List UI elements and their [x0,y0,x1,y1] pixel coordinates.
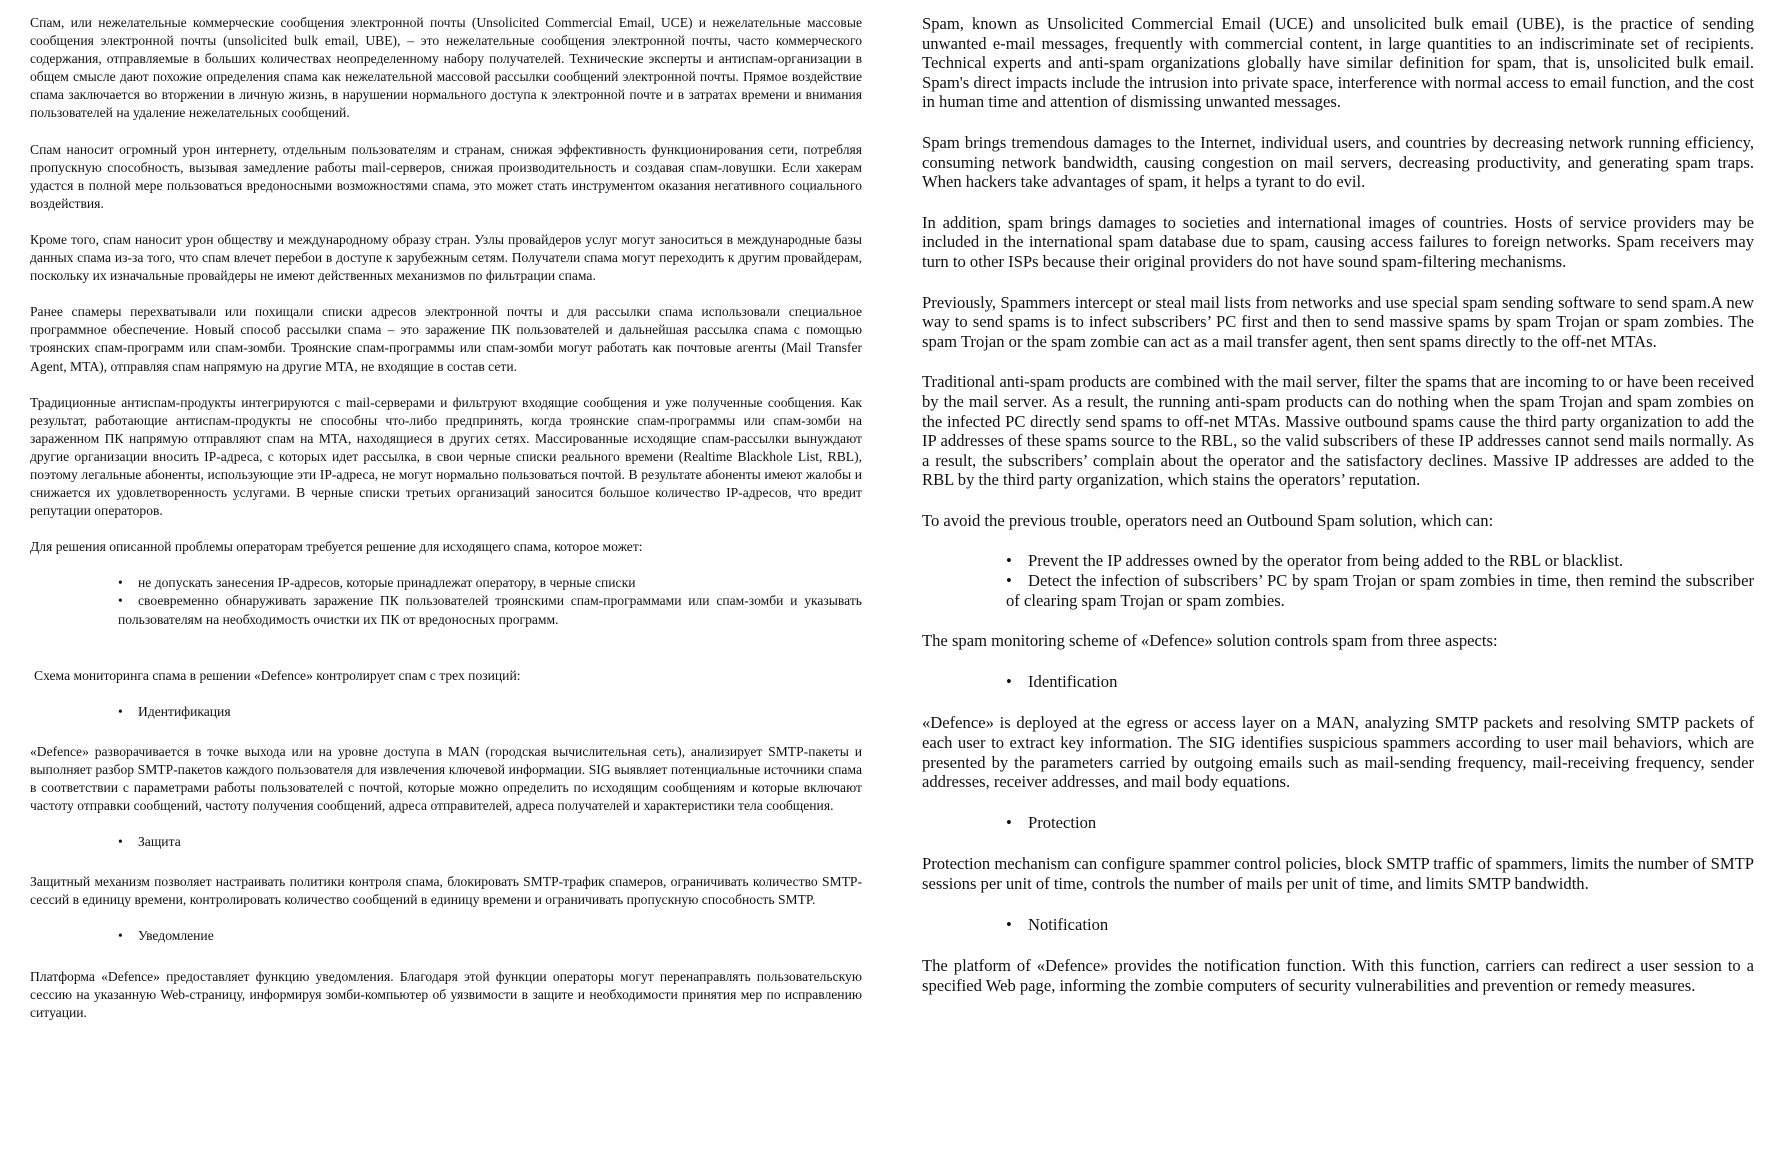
ru-aspect-identification [118,703,862,721]
bullet-icon: • [1006,571,1012,591]
en-paragraph-protection: Protection mechanism can configure spammer control policies, block SMTP traffic of spammers, limits the number of SMTP sessions per unit of time, controls the number of mails per unit of time, and limits SMTP bandwidth. [922,854,1754,893]
ru-solution-list [118,574,862,628]
list-item: • своевременно обнаруживать заражение ПК пользователей троянскими спам-программами или спам-зомби и указывать пользователям на необходимость очистки их ПК от вредоносных программ. [118,593,862,627]
ru-paragraph-notification: Платформа «Defence» предоставляет функцию уведомления. Благодаря этой функции операторы могут перенаправлять пользовательскую сессию на указанную Web-страницу, информируя зомби-компьютер об уязвимости в защите и необходимости принятия мер по исправлению ситуации. [30,968,862,1020]
en-paragraph-notification: The platform of «Defence» provides the notification function. With this function, carriers can redirect a user session to a specified Web page, informing the zombie computers of security vulnerabilities and prevention or remedy measures. [922,956,1754,995]
list-item: • Notification [1006,914,1109,934]
list-item: • Detect the infection of subscribers’ PC by spam Trojan or spam zombies in time, then remind the subscriber of clearing spam Trojan or spam zombies. [1006,571,1754,610]
bullet-icon: • [118,928,123,944]
list-item: • Protection [1006,812,1097,832]
bullet-icon: • [118,703,123,719]
ru-paragraph-previously: Ранее спамеры перехватывали или похищали списки адресов электронной почты и для рассылки спама использовали специальное программное обеспечение. Новый способ рассылки спама – это заражение ПК пользователей и дальнейшая рассылка спама с помощью троянских спам-программ или спам-зомби. Троянские спам-программы или спам-зомби могут работать как почтовые агенты (Mail Transfer Agent, MTA), отправляя спам напрямую на другие MTA, не входящие в состав сети. [30,304,862,374]
list-item: • Идентификация [118,703,862,721]
ru-paragraph-damage: Спам наносит огромный урон интернету, отдельным пользователям и странам, снижая эффективность функционирования сети, потребляя пропускную способность, вызывая замедление работы mail-серверов, снижая производительность и создавая спам-ловушки. Если хакерам удастся в полной мере пользоваться вредоносными возможностями спама, это может стать инструментом оказания негативного социального воздействия. [30,141,862,211]
en-solution-list [1006,551,1754,610]
en-paragraph-scheme: The spam monitoring scheme of «Defence» solution controls spam from three aspects: [922,631,1498,651]
en-paragraph-damage: Spam brings tremendous damages to the Internet, individual users, and countries by decreasing network running efficiency, consuming network bandwidth, causing congestion on mail servers, decreasing productivity, and generating spam traps. When hackers take advantages of spam, it helps a tyrant to do evil. [922,132,1754,192]
en-aspect-identification [1006,672,1754,692]
bullet-icon: • [118,575,123,591]
list-item: • не допускать занесения IP-адресов, которые принадлежат оператору, в черные списки [118,574,862,592]
ru-paragraph-protection: Защитный механизм позволяет настраивать политики контроля спама, блокировать SMTP-трафик спамеров, ограничивать количество SMTP-сессий в единицу времени, контролировать количество сообщений в единицу времени и ограничивать пропускную способность SMTP. [30,874,862,908]
en-paragraph-definition: Spam, known as Unsolicited Commercial Email (UCE) and unsolicited bulk email (UBE), is the practice of sending unwanted e-mail messages, frequently with commercial content, in large quantities to an indiscriminate set of recipients. Technical experts and anti-spam organizations globally have similar definition for spam, that is, unsolicited bulk email. Spam's direct impacts include the intrusion into private space, interference with normal access to email function, and the cost in human time and attention of dismissing unwanted messages. [922,14,1754,112]
en-aspect-protection [1006,813,1754,833]
ru-paragraph-society: Кроме того, спам наносит урон обществу и международному образу стран. Узлы провайдеров услуг могут заноситься в международные базы данных спама из-за того, что спам влечет перебои в доступе к зарубежным сетям. Получатели спама могут переходить к другим провайдерам, поскольку их изначальные провайдеры не имеют действенных механизмов по фильтрации спама. [30,231,862,284]
ru-paragraph-definition: Спам, или нежелательные коммерческие сообщения электронной почты (Unsolicited Commercial Email, UCE) и нежелательные массовые сообщения электронной почты (unsolicited bulk email, UBE), – это нежелательные сообщения электронной почты, часто коммерческого содержания, отправляемые в больших количествах неопределенному набору получателей. Технические эксперты и антиспам-организации в общем смысле дают похожие определения спама как нежелательной массовой рассылки сообщений электронной почты. Прямое воздействие спама заключается во вторжении в личную жизнь, в нарушении нормального доступа к электронной почте и в затратах времени и внимания пользователей на удаление нежелательных сообщений. [30,15,862,121]
english-column [922,14,1754,1016]
list-item: • Identification [1006,671,1118,691]
en-paragraph-society: In addition, spam brings damages to societies and international images of countries. Hosts of service providers may be included in the international spam database due to spam, causing access failures to foreign networks. Spam receivers may turn to other ISPs because their original providers do not have sound spam-filtering mechanisms. [922,212,1754,271]
ru-aspect-notification [118,927,862,945]
ru-aspect-protection [118,833,862,851]
ru-paragraph-solution-intro: Для решения описанной проблемы операторам требуется решение для исходящего спама, которое может: [30,539,643,555]
bullet-icon: • [1006,914,1012,934]
bullet-icon: • [118,593,123,609]
list-item: • Уведомление [118,927,862,945]
bullet-icon: • [1006,812,1012,832]
list-item: • Prevent the IP addresses owned by the operator from being added to the RBL or blacklist. [1006,551,1624,571]
ru-paragraph-identification: «Defence» разворачивается в точке выхода или на уровне доступа в MAN (городская вычислительная сеть), анализирует SMTP-пакеты и выполняет разбор SMTP-пакетов каждого пользователя для извлечения ключевой информации. SIG выявляет потенциальные источники спама в соответствии с параметрами работы пользователей с почтой, которые можно определить по исходящим сообщениям и которые включают частоту отправки сообщений, частоту получения сообщений, адреса отправителей, адреса получателей и характеристики тела сообщения. [30,743,862,814]
en-paragraph-identification: «Defence» is deployed at the egress or access layer on a MAN, analyzing SMTP packets and resolving SMTP packets of each user to extract key information. The SIG identifies suspicious spammers according to user mail behaviors, which are presented by the parameters carried by outgoing emails such as mail-sending frequency, mail-receiving frequency, sender addresses, receiver addresses, and mail body equations. [922,713,1754,792]
bullet-icon: • [1006,671,1012,691]
ru-paragraph-traditional: Традиционные антиспам-продукты интегрируются с mail-серверами и фильтруют входящие сообщения и уже полученные сообщения. Как результат, работающие антиспам-продукты не способны что-либо предпринять, когда троянские спам-программы или спам-зомби на зараженном ПК напрямую отправляют спам на MTA, находящиеся в других сетях. Массированные исходящие спам-рассылки вынуждают другие организации вносить IP-адреса, с которых идет рассылка, в свои черные списки реального времени (Realtime Blackhole List, RBL), поэтому легальные абоненты, использующие эти IP-адреса, не могут нормально пользоваться почтой. В результате абоненты имеют жалобы и снижается их удовлетворенность услугами. В черные списки третьих организаций заносится большое количество IP-адресов, что вредит репутации операторов. [30,394,862,519]
bullet-icon: • [1006,551,1012,571]
list-item: • Защита [118,833,862,851]
ru-paragraph-scheme: Схема мониторинга спама в решении «Defence» контролирует спам с трех позиций: [34,667,521,683]
en-paragraph-previously: Previously, Spammers intercept or steal mail lists from networks and use special spam sending software to send spam.A new way to send spams is to infect subscribers’ PC first and then to send massive spams by spam Trojan or spam zombies. The spam Trojan or the spam zombie can act as a mail transfer agent, then sent spams directly to the off-net MTAs. [922,292,1754,351]
en-paragraph-traditional: Traditional anti-spam products are combined with the mail server, filter the spams that are incoming to or have been received by the mail server. As a result, the running anti-spam products can do nothing when the spam Trojan and spam zombies on the infected PC directly send spams to off-net MTAs. Massive outbound spams cause the third party organization to add the IP addresses of these spams source to the RBL, so the valid subscribers of these IP addresses cannot send mails normally. As a result, the subscribers’ complain about the operator and the satisfactory declines. Massive IP addresses are added to the RBL by the third party organization, which stains the operators’ reputation. [922,372,1754,490]
en-paragraph-solution-intro: To avoid the previous trouble, operators need an Outbound Spam solution, which can: [922,510,1494,530]
en-aspect-notification [1006,915,1754,935]
bullet-icon: • [118,834,123,850]
russian-column [30,14,862,1040]
